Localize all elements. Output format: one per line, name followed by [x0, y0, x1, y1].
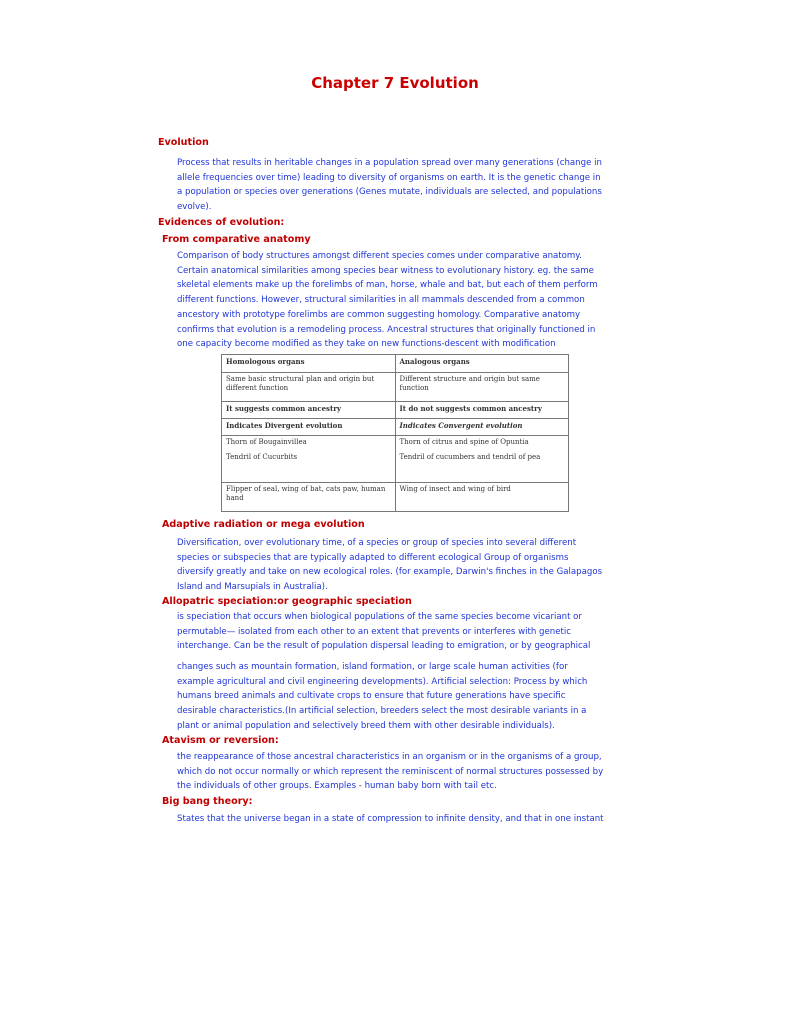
table-cell: Wing of insect and wing of bird	[395, 483, 569, 512]
text-line: changes such as mountain formation, island formation, or large scale human activities (for	[177, 662, 568, 672]
text-line: allele frequencies over time) leading to diversity of organisms on earth. It is the genetic change in	[177, 172, 601, 183]
text-line: Comparison of body structures amongst different species comes under comparative anatomy.	[177, 251, 582, 261]
text-line: diversify greatly and take on new ecological roles. (for example, Darwin's finches in the Galapagos	[177, 567, 603, 578]
table-cell: Indicates Convergent evolution	[395, 419, 569, 436]
heading-evolution: Evolution	[158, 137, 209, 148]
truncated-text-line	[170, 808, 620, 824]
text-line: confirms that evolution is a remodeling process. Ancestral structures that originally functioned in	[177, 324, 596, 335]
text-line: Diversification, over evolutionary time, of a species or group of species into several different	[177, 538, 577, 548]
text-line: Island and Marsupials in Australia).	[177, 582, 328, 593]
paragraph-comparative-anatomy	[177, 249, 615, 352]
page-title: Chapter 7 Evolution	[311, 74, 479, 92]
text-line: species or subspecies that are typically adapted to different ecological Group of organisms	[177, 552, 569, 563]
text-line: example agricultural and civil engineering developments). Artificial selection: Process by which	[177, 676, 588, 687]
table-cell: Same basic structural plan and origin but different function	[222, 373, 396, 402]
table-cell	[395, 436, 569, 483]
table-cell: Flipper of seal, wing of bat, cats paw, human hand	[222, 483, 396, 512]
text-line: the individuals of other groups. Examples - human baby born with tail etc.	[177, 781, 497, 792]
table-cell: Different structure and origin but same function	[395, 373, 569, 402]
text-line: interchange. Can be the result of population dispersal leading to emigration, or by geographical	[177, 641, 591, 652]
text-line: plant or animal population and selectively breed them with other desirable individuals).	[177, 720, 555, 731]
text-line: different functions. However, structural similarities in all mammals descended from a common	[177, 295, 585, 306]
text-line: permutable— isolated from each other to an extent that prevents or interferes with genetic	[177, 626, 571, 637]
heading-atavism: Atavism or reversion:	[162, 735, 279, 746]
paragraph-allopatric-speciation-1	[177, 610, 615, 654]
table-cell	[222, 436, 396, 483]
paragraph-evolution	[177, 156, 615, 215]
text-line: humans breed animals and cultivate crops to ensure that future generations have specific	[177, 691, 566, 702]
comparison-table	[221, 354, 569, 512]
paragraph-allopatric-speciation-2	[177, 660, 615, 734]
text-line: Certain anatomical similarities among species bear witness to evolutionary history. eg. the same	[177, 265, 594, 276]
heading-comparative-anatomy: From comparative anatomy	[162, 234, 311, 245]
table-cell: Indicates Divergent evolution	[222, 419, 396, 436]
text-line: ancestory with prototype forelimbs are common suggesting homology. Comparative anatomy	[177, 309, 581, 320]
heading-allopatric-speciation: Allopatric speciation:or geographic speciation	[162, 596, 412, 607]
heading-adaptive-radiation: Adaptive radiation or mega evolution	[162, 519, 365, 530]
heading-evidences: Evidences of evolution:	[158, 217, 285, 228]
text-line: desirable characteristics.(In artificial selection, breeders select the most desirable variants in a	[177, 706, 587, 717]
table-cell-line: Tendril of Cucurbits	[226, 453, 298, 461]
text-line: a population or species over generations (Genes mutate, individuals are selected, and populations	[177, 187, 602, 198]
text-line: evolve).	[177, 202, 212, 213]
table-header-cell: Analogous organs	[395, 355, 569, 373]
text-line: is speciation that occurs when biological populations of the same species become vicariant or	[177, 612, 582, 622]
table-header-cell: Homologous organs	[222, 355, 396, 373]
text-line: one capacity become modified as they take on new functions-descent with modification	[177, 339, 556, 350]
paragraph-atavism	[177, 750, 615, 794]
paragraph-adaptive-radiation	[177, 536, 615, 595]
table-cell-line: Tendril of cucumbers and tendril of pea	[399, 453, 541, 461]
table-cell-line: Thorn of Bougainvillea	[226, 438, 307, 446]
text-line: Process that results in heritable changes in a population spread over many generations (change in	[177, 158, 602, 168]
text-line: the reappearance of those ancestral characteristics in an organism or in the organisms of a group,	[177, 752, 602, 762]
text-line: which do not occur normally or which represent the reminiscent of normal structures possessed by	[177, 766, 604, 777]
text-line: skeletal elements make up the forelimbs of man, horse, whale and bat, but each of them perform	[177, 280, 598, 291]
table-cell-line: Thorn of citrus and spine of Opuntia	[399, 438, 529, 446]
table-cell: It suggests common ancestry	[222, 402, 396, 419]
text-line: States that the universe began in a state of compression to infinite density, and that in one instant	[177, 814, 604, 824]
heading-big-bang-theory: Big bang theory:	[162, 796, 253, 807]
table-cell: It do not suggests common ancestry	[395, 402, 569, 419]
